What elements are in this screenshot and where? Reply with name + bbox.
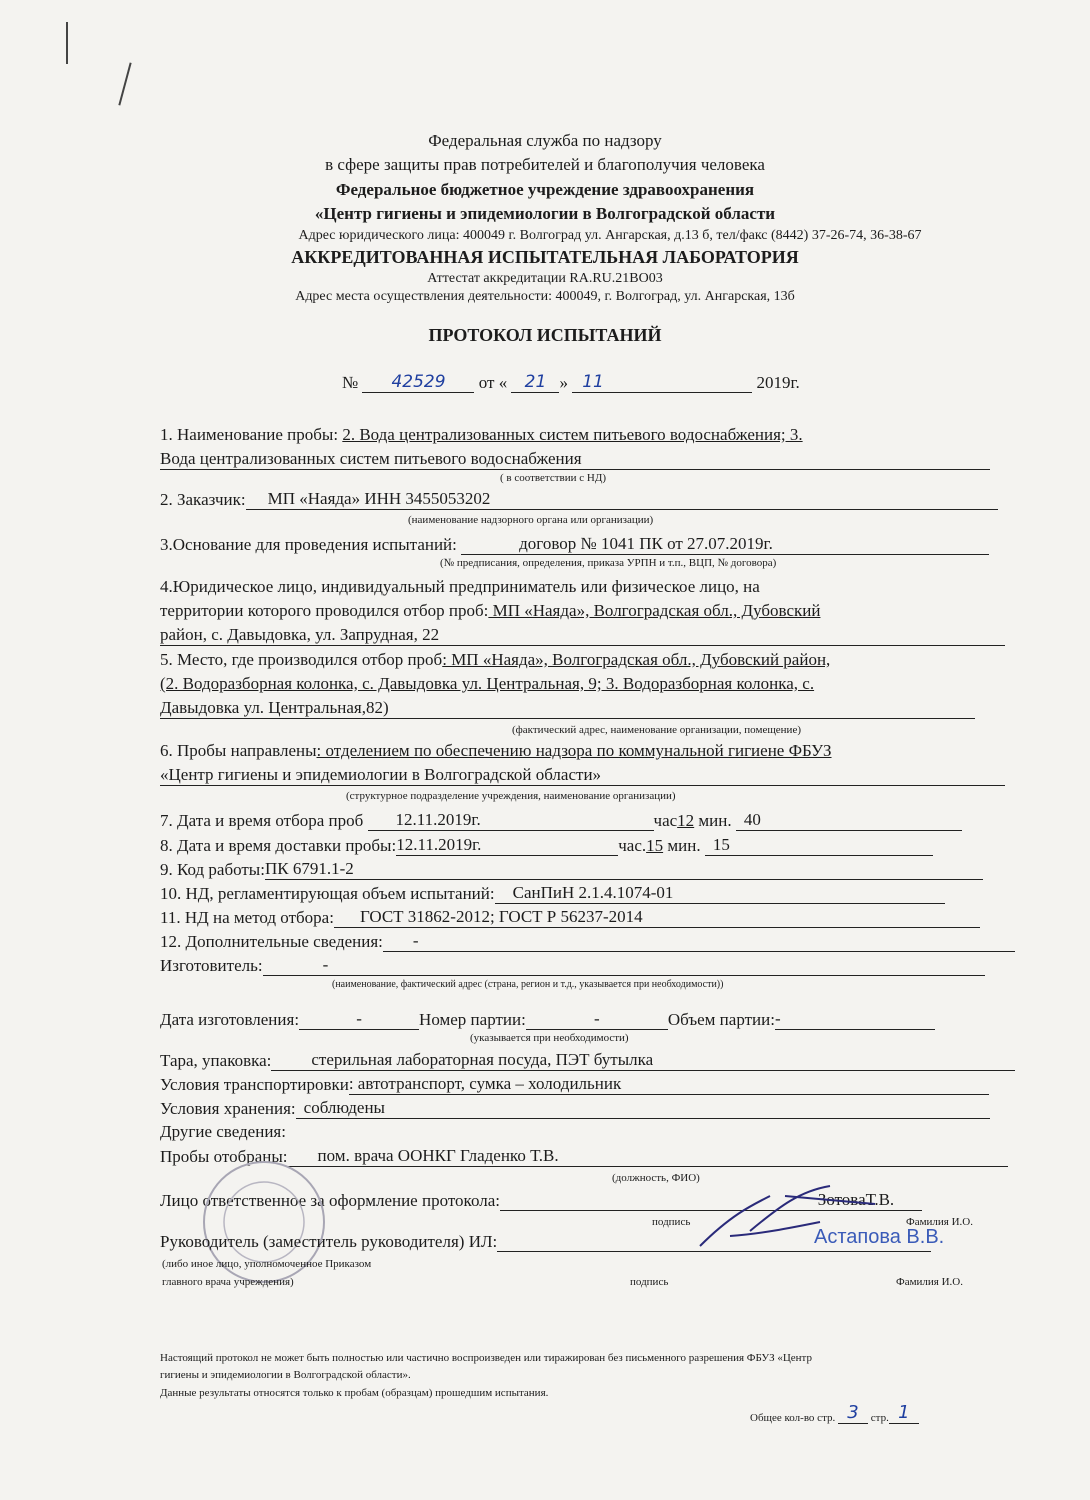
institution-line-2: «Центр гигиены и эпидемиологии в Волгоградской области	[314, 204, 776, 223]
head-hint-2: главного врача учреждения)	[162, 1276, 294, 1288]
field-6-row-2	[160, 765, 1015, 786]
page-number: 1	[898, 1402, 910, 1423]
page-count-row	[750, 1402, 919, 1424]
field-3-label: 3.Основание для проведения испытаний:	[160, 535, 457, 554]
field-11-label: 11. НД на метод отбора:	[160, 908, 334, 927]
field-9-value: ПК 6791.1-2	[264, 859, 354, 878]
storage-value: соблюдены	[303, 1098, 385, 1117]
field-4-row-2	[160, 601, 1015, 621]
tare-row	[160, 1050, 1015, 1071]
field-12-label: 12. Дополнительные сведения:	[160, 932, 383, 951]
field-8-row	[160, 835, 1015, 856]
field-1-row-1	[160, 425, 1015, 445]
field-6-hint: (структурное подразделение учреждения, наименование организации)	[346, 790, 676, 802]
batch-value: -	[593, 1009, 600, 1028]
mfg-date-label: Дата изготовления:	[160, 1010, 300, 1029]
responsible-label: Лицо ответственное за оформление протокола:	[160, 1191, 500, 1210]
protocol-number: 42529	[391, 372, 446, 392]
field-4-value-2: район, с. Давыдовка, ул. Запрудная, 22	[160, 625, 440, 644]
head-hint-1: (либо иное лицо, уполномоченное Приказом	[162, 1258, 372, 1270]
field-4-label: территории которого проводился отбор проб:	[160, 601, 489, 620]
field-6-row-1	[160, 741, 1015, 761]
other-row: Другие сведения:	[160, 1122, 286, 1141]
margin-mark	[118, 62, 131, 105]
field-1-value-1: 2. Вода централизованных систем питьевого водоснабжения; 3.	[342, 425, 803, 444]
field-1-label: 1. Наименование пробы:	[160, 425, 339, 444]
protocol-year: 2019г.	[756, 373, 800, 392]
responsible-name-hint: Фамилия И.О.	[906, 1216, 973, 1228]
field-3-hint: (№ предписания, определения, приказа УРПН и т.п., ВЦП, № договора)	[440, 557, 777, 569]
volume-value: -	[774, 1009, 781, 1028]
batch-hint: (указывается при необходимости)	[470, 1032, 629, 1044]
page-label: стр.	[870, 1412, 889, 1424]
protocol-day: 21	[524, 372, 547, 392]
field-6-label: 6. Пробы направлены	[160, 741, 317, 760]
field-8-label: 8. Дата и время доставки пробы:	[160, 836, 397, 855]
field-7-min-label: мин.	[694, 811, 732, 830]
field-9-label: 9. Код работы:	[160, 860, 265, 879]
field-5-hint: (фактический адрес, наименование организации, помещение)	[512, 724, 801, 736]
legal-address: Адрес юридического лица: 400049 г. Волгоград ул. Ангарская, д.13 б, тел/факс (8442) 37-26-74, 36-38-67	[298, 228, 922, 243]
agency-line-1: Федеральная служба по надзору	[428, 131, 662, 150]
field-5-value-2: (2. Водоразборная колонка, с. Давыдовка ул. Центральная, 9; 3. Водоразборная колонка, с.	[160, 674, 815, 693]
agency-line-2: в сфере защиты прав потребителей и благополучия человека	[325, 155, 765, 174]
batch-label: Номер партии:	[419, 1010, 526, 1029]
field-11-value: ГОСТ 31862-2012; ГОСТ Р 56237-2014	[359, 907, 643, 926]
field-2-row	[160, 489, 1015, 510]
maker-hint: (наименование, фактический адрес (страна, регион и т.д., указывается при необходимости))	[332, 979, 724, 990]
field-9-row	[160, 859, 1015, 880]
field-5-value-1: : МП «Наяда», Волгоградская обл., Дубовский район,	[442, 650, 831, 669]
head-stamp-name: Астапова В.В.	[814, 1226, 945, 1248]
field-4-row-3	[160, 625, 1015, 646]
accreditation-certificate: Аттестат аккредитации RA.RU.21ВО03	[427, 271, 663, 286]
pages-total: 3	[847, 1402, 859, 1423]
storage-row	[160, 1098, 1015, 1119]
volume-label: Объем партии:	[667, 1010, 775, 1029]
batch-row	[160, 1009, 1015, 1030]
field-8-hour-label: час.	[618, 836, 647, 855]
field-10-row	[160, 883, 1015, 904]
field-7-label: 7. Дата и время отбора проб	[160, 811, 364, 830]
footer-note-3: Данные результаты относятся только к пробам (образцам) прошедшим испытания.	[160, 1387, 549, 1399]
storage-label: Условия хранения:	[160, 1099, 296, 1118]
activity-address: Адрес места осуществления деятельности: 400049, г. Волгоград, ул. Ангарская, 13б	[295, 289, 795, 304]
transport-row	[160, 1074, 1015, 1095]
maker-row	[160, 955, 1015, 976]
field-7-min: 40	[743, 810, 761, 829]
field-10-value: СанПиН 2.1.4.1074-01	[512, 883, 674, 902]
maker-label: Изготовитель:	[160, 956, 263, 975]
field-4-row-1: 4.Юридическое лицо, индивидуальный предприниматель или физическое лицо, на	[160, 577, 760, 596]
protocol-number-row	[342, 372, 800, 393]
field-5-row-1	[160, 650, 1015, 670]
field-1-hint: ( в соответствии с НД)	[500, 472, 607, 484]
field-12-row	[160, 931, 1015, 952]
field-8-min-label: мин.	[663, 836, 701, 855]
close-quote: »	[559, 373, 568, 392]
field-3-value: договор № 1041 ПК от 27.07.2019г.	[519, 534, 773, 553]
field-5-value-3: Давыдовка ул. Центральная,82)	[160, 698, 389, 717]
field-8-hour: 15	[646, 836, 664, 855]
from-label: от «	[478, 373, 508, 392]
field-2-value: МП «Наяда» ИНН 3455053202	[267, 489, 491, 508]
field-8-date: 12.11.2019г.	[396, 835, 482, 854]
footer-note-1: Настоящий протокол не может быть полностью или частично воспроизведен или тиражирован без письменного разрешения ФБУЗ «Центр	[160, 1352, 812, 1364]
field-2-label: 2. Заказчик:	[160, 490, 246, 509]
number-sign: №	[342, 373, 359, 392]
field-7-row	[160, 810, 1015, 831]
transport-label: Условия транспортировки	[160, 1075, 349, 1094]
field-6-value-2: «Центр гигиены и эпидемиологии в Волгоградской области»	[160, 765, 602, 784]
protocol-title: ПРОТОКОЛ ИСПЫТАНИЙ	[428, 325, 662, 345]
sampled-hint: (должность, ФИО)	[612, 1172, 700, 1184]
transport-value: : автотранспорт, сумка – холодильник	[348, 1074, 622, 1093]
protocol-month: 11	[582, 372, 604, 392]
responsible-name: ЗотоваТ.В.	[817, 1190, 895, 1209]
margin-mark	[66, 22, 68, 64]
head-sign-hint: подпись	[630, 1276, 669, 1288]
field-11-row	[160, 907, 1015, 928]
field-5-row-2	[160, 674, 1015, 694]
institution-line-1: Федеральное бюджетное учреждение здравоохранения	[335, 180, 755, 199]
field-7-date: 12.11.2019г.	[395, 810, 481, 829]
field-7-hour-label: час	[653, 811, 678, 830]
tare-label: Тара, упаковка:	[160, 1051, 272, 1070]
pages-label: Общее кол-во стр.	[750, 1412, 836, 1424]
sampled-value: пом. врача ООНКГ Гладенко Т.В.	[317, 1146, 559, 1165]
field-3-row	[160, 534, 1015, 555]
responsible-sign-hint: подпись	[652, 1216, 691, 1228]
mfg-date-value: -	[356, 1009, 362, 1028]
field-5-row-3	[160, 698, 1015, 719]
field-7-hour: 12	[677, 811, 695, 830]
field-1-value-2: Вода централизованных систем питьевого водоснабжения	[160, 449, 582, 468]
field-6-value-1: : отделением по обеспечению надзора по коммунальной гигиене ФБУЗ	[316, 741, 832, 760]
sampled-label: Пробы отобраны:	[160, 1147, 288, 1166]
maker-value: -	[322, 955, 329, 974]
field-4-value-1: МП «Наяда», Волгоградская обл., Дубовский	[488, 601, 821, 620]
lab-title: АККРЕДИТОВАННАЯ ИСПЫТАТЕЛЬНАЯ ЛАБОРАТОРИЯ	[291, 247, 799, 267]
head-name-hint: Фамилия И.О.	[896, 1276, 963, 1288]
field-1-row-2	[160, 449, 1015, 470]
field-8-min: 15	[712, 835, 730, 854]
field-5-label: 5. Место, где производился отбор проб	[160, 650, 443, 669]
field-10-label: 10. НД, регламентирующая объем испытаний:	[160, 884, 495, 903]
tare-value: стерильная лабораторная посуда, ПЭТ бутылка	[311, 1050, 654, 1069]
head-label: Руководитель (заместитель руководителя) ИЛ:	[160, 1232, 498, 1251]
field-2-hint: (наименование надзорного органа или организации)	[408, 514, 654, 526]
footer-note-2: гигиены и эпидемиологии в Волгоградской области».	[160, 1369, 411, 1381]
field-12-value: -	[412, 931, 419, 950]
